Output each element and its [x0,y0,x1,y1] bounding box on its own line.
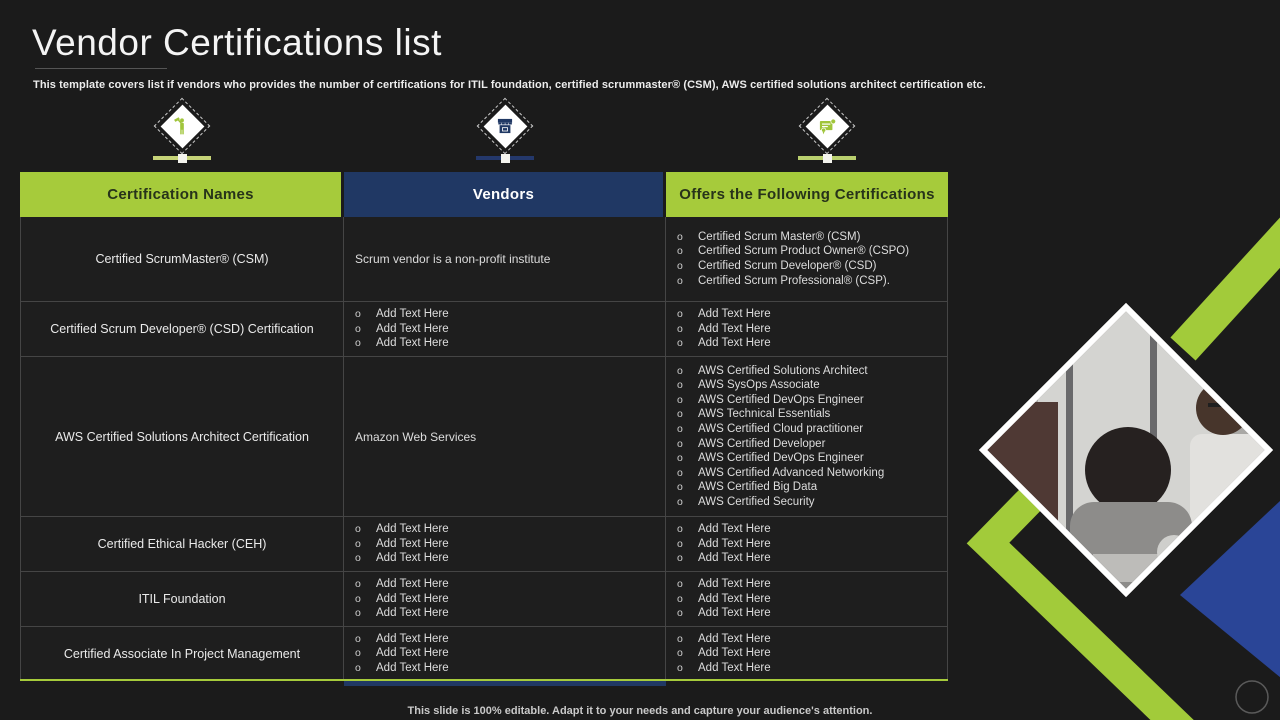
bullet: o [677,422,683,435]
list-item-text: Add Text Here [698,578,771,591]
table-bottom-navy-bar [344,681,666,686]
list-item[interactable] [355,577,665,592]
list-item[interactable] [677,632,947,647]
vendor-cell: Amazon Web Services [344,357,666,516]
list-item[interactable] [677,537,947,552]
certification-name-cell: Certified ScrumMaster® (CSM) [20,217,344,301]
vendor-cell [344,627,666,680]
list-item-text: Add Text Here [376,552,449,565]
list-item-text: AWS SysOps Associate [698,379,820,392]
bullet: o [677,393,683,406]
list-item[interactable] [355,606,665,621]
vendor-cell: Scrum vendor is a non-profit institute [344,217,666,301]
list-item-text: Add Text Here [698,661,771,674]
bullet: o [677,245,683,258]
bullet: o [355,661,361,674]
vendor-cell [344,517,666,571]
offers-cell [666,217,948,301]
list-item[interactable] [355,551,665,566]
list-item-text: Add Text Here [698,537,771,550]
list-item-text: Add Text Here [698,552,771,565]
bullet: o [355,322,361,335]
offers-cell [666,572,948,626]
list-item [677,274,947,289]
list-item-text: Add Text Here [376,523,449,536]
bullet: o [677,364,683,377]
bullet: o [677,337,683,350]
certifications-table [20,172,948,681]
list-item [677,495,947,510]
list-item-text: AWS Certified Advanced Networking [698,466,885,479]
list-item [677,480,947,495]
photo-frame [979,303,1273,597]
underline-marker [501,154,510,163]
list-item [677,422,947,437]
header-offers: Offers the Following Certifications [666,172,948,217]
list-item[interactable] [677,322,947,337]
page-title: Vendor Certifications list [32,22,442,63]
list-item[interactable] [355,336,665,351]
list-item[interactable] [677,336,947,351]
bullet: o [677,537,683,550]
list-item[interactable] [355,632,665,647]
bullet: o [355,578,361,591]
table-header-row [20,172,948,217]
underline-marker [823,154,832,163]
bullet: o [677,523,683,536]
table-row [20,217,948,302]
list-item-text: Add Text Here [698,308,771,321]
list-item-text: Add Text Here [376,647,449,660]
vendor-cell [344,572,666,626]
office-photo [979,303,1273,597]
list-item-text: Add Text Here [376,661,449,674]
list-item-text: Add Text Here [698,337,771,350]
list-item [677,451,947,466]
bullet: o [355,523,361,536]
list-item-text: Add Text Here [376,578,449,591]
certification-name-cell: Certified Associate In Project Management [20,627,344,680]
icon-group-vendors [445,93,565,168]
list-item[interactable] [677,592,947,607]
bullet: o [677,322,683,335]
bullet: o [355,607,361,620]
list-item-text: AWS Certified DevOps Engineer [698,393,864,406]
list-item-text: AWS Technical Essentials [698,408,831,421]
icon-group-certifications [122,93,242,168]
list-item-text: AWS Certified Cloud practitioner [698,422,864,435]
certification-name-cell: ITIL Foundation [20,572,344,626]
bullet: o [677,661,683,674]
table-row [20,572,948,627]
offers-cell [666,627,948,680]
bullet: o [677,452,683,465]
table-row [20,302,948,357]
certification-name-cell: Certified Ethical Hacker (CEH) [20,517,344,571]
list-item [677,466,947,481]
bullet: o [355,552,361,565]
person-flag-icon [172,116,192,136]
list-item-text: Add Text Here [698,592,771,605]
bullet: o [355,308,361,321]
footer-note: This slide is 100% editable. Adapt it to your needs and capture your audience's attention. [407,705,873,717]
icon-group-offers [767,93,887,168]
list-item-text: Add Text Here [698,632,771,645]
list-item[interactable] [355,592,665,607]
list-item[interactable] [677,606,947,621]
bullet: o [677,632,683,645]
bullet: o [355,537,361,550]
subtitle: This template covers list if vendors who provides the number of certifications for ITIL foundation, certified scrummaster® (CSM), AWS certified solutions architect certification etc. [33,79,986,91]
list-item-text: AWS Certified Developer [698,437,826,450]
list-item-text: Add Text Here [698,647,771,660]
title-underline [35,68,167,69]
list-item-text: Add Text Here [376,592,449,605]
bullet: o [355,647,361,660]
table-row [20,357,948,517]
bullet: o [677,495,683,508]
list-item [677,407,947,422]
bullet: o [677,230,683,243]
list-item[interactable] [355,646,665,661]
offers-cell [666,302,948,356]
bullet: o [677,481,683,494]
list-item-text: AWS Certified DevOps Engineer [698,452,864,465]
certification-name-cell: Certified Scrum Developer® (CSD) Certification [20,302,344,356]
list-item [677,230,947,245]
storefront-icon [495,116,515,136]
bullet: o [677,647,683,660]
bullet: o [355,337,361,350]
list-item-text: AWS Certified Big Data [698,481,818,494]
list-item-text: Certified Scrum Professional® (CSP). [698,274,890,287]
office-photo-diamond [978,302,1274,598]
list-item[interactable] [355,522,665,537]
list-item [677,378,947,393]
bullet: o [677,552,683,565]
list-item[interactable] [355,537,665,552]
list-item-text: Add Text Here [376,322,449,335]
vendor-cell [344,302,666,356]
list-item [677,393,947,408]
list-item-text: AWS Certified Security [698,495,815,508]
list-item[interactable] [677,307,947,322]
list-item-text: Add Text Here [376,607,449,620]
bullet: o [677,607,683,620]
list-item-text: Add Text Here [376,632,449,645]
list-item-text: Certified Scrum Master® (CSM) [698,230,861,243]
list-item[interactable] [677,522,947,537]
list-item-text: Certified Scrum Developer® (CSD) [698,260,877,272]
list-item [677,244,947,259]
certificate-icon [817,116,837,136]
list-item[interactable] [355,322,665,337]
bullet: o [677,260,683,272]
table-row [20,627,948,681]
list-item-text: Certified Scrum Product Owner® (CSPO) [698,245,910,258]
list-item-text: AWS Certified Solutions Architect [698,364,868,377]
underline-marker [178,154,187,163]
bullet: o [677,408,683,421]
bullet: o [677,466,683,479]
list-item-text: Add Text Here [376,337,449,350]
bullet: o [355,592,361,605]
offers-cell [666,517,948,571]
header-vendors: Vendors [344,172,666,217]
offers-cell [666,357,948,516]
bullet: o [677,592,683,605]
bullet: o [677,308,683,321]
list-item[interactable] [677,551,947,566]
certification-name-cell: AWS Certified Solutions Architect Certification [20,357,344,516]
bullet: o [677,437,683,450]
list-item-text: Add Text Here [698,322,771,335]
list-item[interactable] [677,577,947,592]
bullet: o [677,578,683,591]
list-item [677,259,947,274]
list-item-text: Add Text Here [376,308,449,321]
list-item[interactable] [677,646,947,661]
bullet: o [677,274,683,287]
list-item[interactable] [355,661,665,676]
header-certification-names: Certification Names [20,172,344,217]
bullet: o [677,379,683,392]
list-item[interactable] [355,307,665,322]
list-item-text: Add Text Here [376,537,449,550]
list-item[interactable] [677,661,947,676]
list-item [677,437,947,452]
table-row [20,517,948,572]
list-item-text: Add Text Here [698,523,771,536]
list-item [677,364,947,379]
table-body [20,217,948,681]
bullet: o [355,632,361,645]
list-item-text: Add Text Here [698,607,771,620]
